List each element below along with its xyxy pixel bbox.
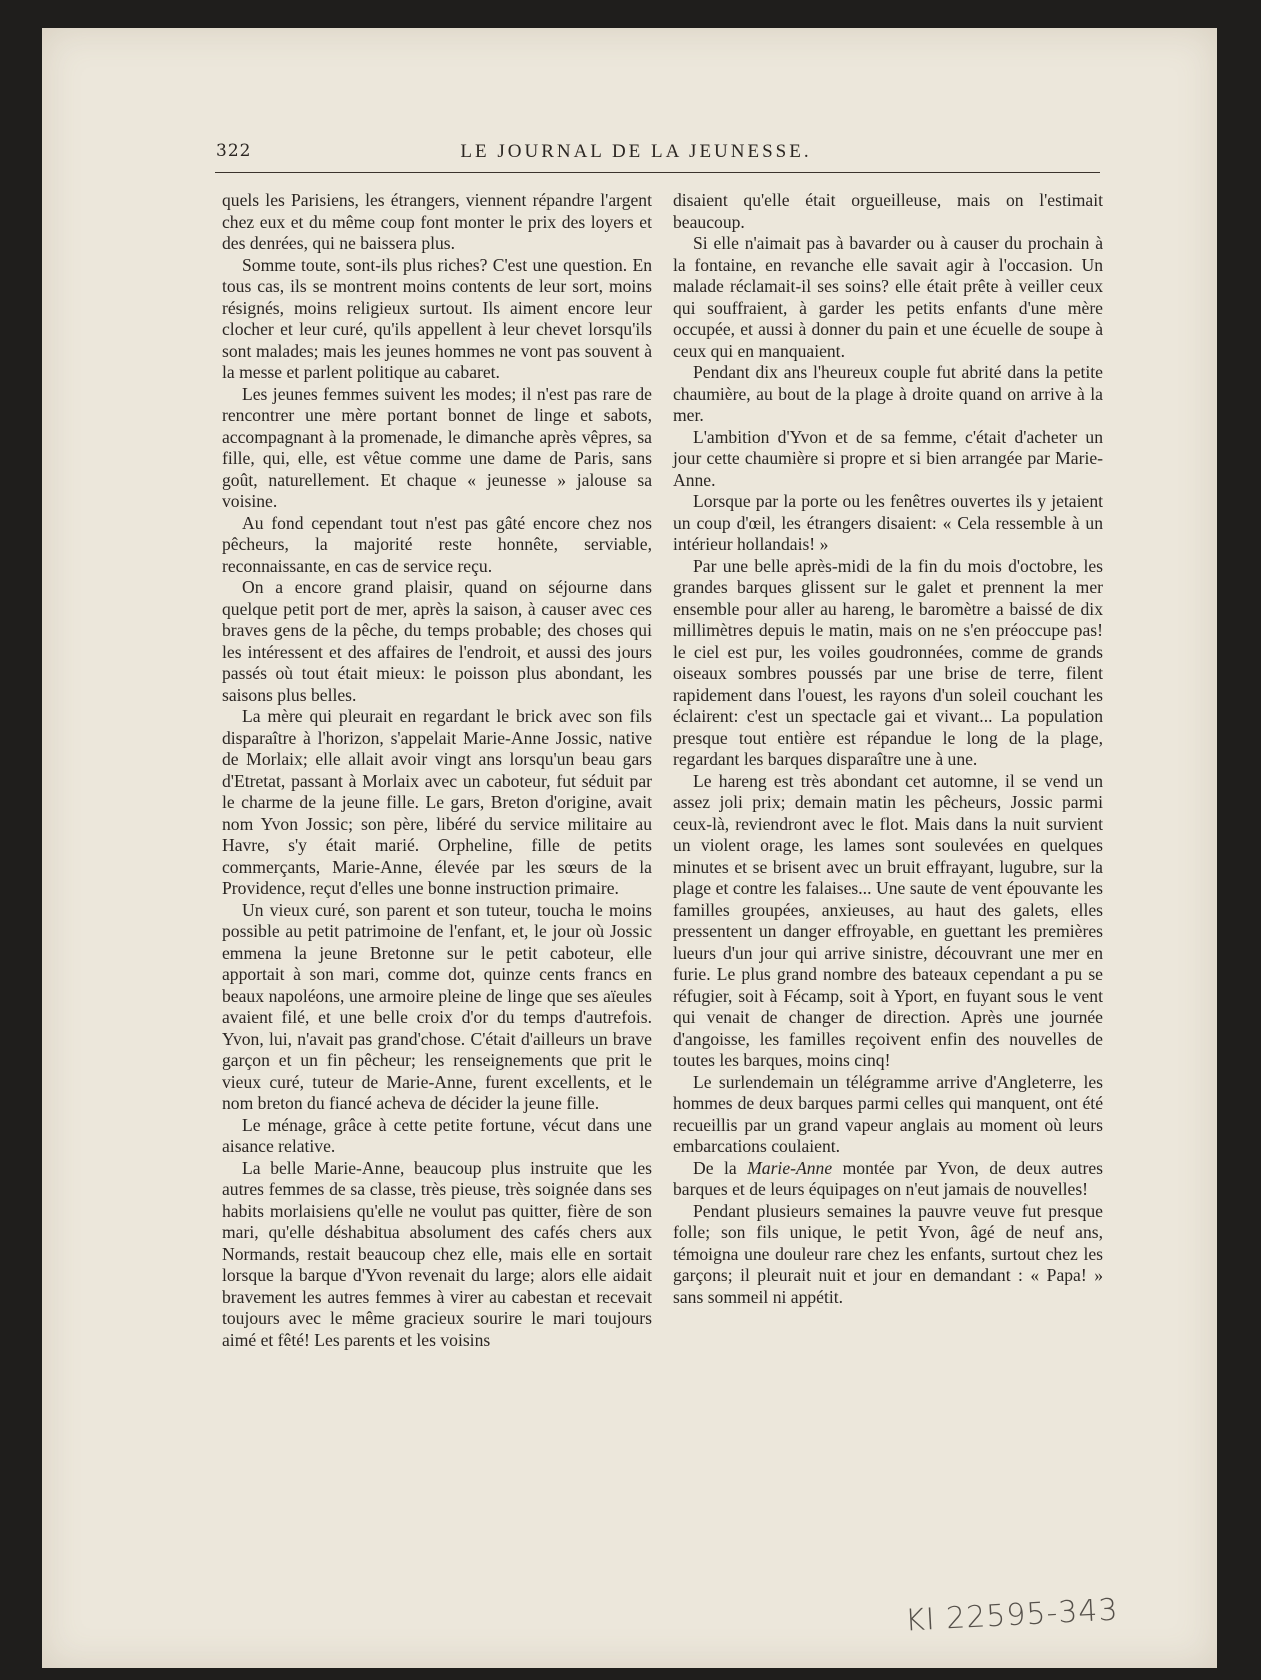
paragraph: Au fond cependant tout n'est pas gâté encore chez nos pêcheurs, la majorité reste honnête, serviable, reconnaissante, en cas de service reçu.	[222, 512, 652, 576]
page-header	[172, 137, 1100, 165]
header-rule	[215, 172, 1100, 173]
paragraph: L'ambition d'Yvon et de sa femme, c'était d'acheter un jour cette chaumière si propre et si bien arrangée par Marie-Anne.	[673, 426, 1103, 490]
paragraph: Lorsque par la porte ou les fenêtres ouvertes ils y jetaient un coup d'œil, les étrangers disaient: « Cela ressemble à un intérieur hollandais! »	[673, 491, 1103, 554]
paragraph: Pendant dix ans l'heureux couple fut abrité dans la petite chaumière, au bout de la plage à droite quand on arrive à la mer.	[673, 362, 1103, 425]
paragraph: La mère qui pleurait en regardant le brick avec son fils disparaître à l'horizon, s'appelait Marie-Anne Jossic, native de Morlaix; elle allait avoir vingt ans lorsqu'un beau gars d'Etretat, passant à Morlaix avec un caboteur, fut séduit par le charme de la jeune fille. Le gars, Breton d'origine, avait nom Yvon Jossic; son père, libéré du service militaire au Havre, s'y était marié. Orpheline, fille de petits commerçants, Marie-Anne, élevée par les sœurs de la Providence, reçut d'elles une bonne instruction primaire.	[222, 706, 652, 898]
paragraph: La belle Marie-Anne, beaucoup plus instruite que les autres femmes de sa classe, très pieuse, très soignée dans ses habits morlaisiens qu'elle ne voulut pas quitter, fière de son mari, qu'elle déshabitua absolument des cafés chers aux Normands, restait beaucoup chez elle, mais elle en sortait lorsque la barque d'Yvon revenait du large; alors elle aidait bravement les autres femmes à virer au cabestan et recevait toujours avec le même gracieux sourire le mari toujours aimé et fêté! Les parents et les voisins	[222, 1157, 652, 1350]
paragraph: Somme toute, sont-ils plus riches? C'est une question. En tous cas, ils se montrent moins contents de leur sort, moins résignés, moins religieux surtout. Ils aiment encore leur clocher et leur curé, qu'ils appellent à leur chevet lorsqu'ils sont malades; mais les jeunes hommes ne vont pas souvent à la messe et parlent politique au cabaret.	[222, 254, 652, 382]
paragraph: Un vieux curé, son parent et son tuteur, toucha le moins possible au petit patrimoine de l'enfant, et, le jour où Jossic emmena la jeune Bretonne sur le petit caboteur, elle apportait à son mari, comme dot, quinze cents francs en beaux napoléons, une armoire pleine de linge que ses aïeules avaient filé, et une belle croix d'or du temps d'autrefois. Yvon, lui, n'avait pas grand'chose. C'était d'ailleurs un brave garçon et un fin pêcheur; les renseignements que prit le vieux curé, tuteur de Marie-Anne, furent excellents, et le nom breton du fiancé acheva de décider la jeune fille.	[222, 899, 652, 1113]
paragraph: Le hareng est très abondant cet automne, il se vend un assez joli prix; demain matin les pêcheurs, Jossic parmi ceux-là, reviendront avec le flot. Mais dans la nuit survient un violent orage, les lames sont soulevées en quelques minutes et se brisent avec un bruit effrayant, lugubre, sur la plage et contre les falaises... Une saute de vent épouvante les familles groupées, anxieuses, au haut des galets, elles pressentent un danger effroyable, en guettant les premières lueurs d'un jour qui arrive sinistre, découvrant une mer en furie. Le plus grand nombre des bateaux cependant a pu se réfugier, soit à Fécamp, soit à Yport, en fuyant sous le vent qui venait de changer de direction. Après une journée d'angoisse, les familles reçoivent enfin des nouvelles de toutes les barques, moins cinq!	[673, 770, 1103, 1070]
journal-title: LE JOURNAL DE LA JEUNESSE.	[460, 141, 812, 162]
paragraph: Le ménage, grâce à cette petite fortune, vécut dans une aisance relative.	[222, 1114, 652, 1156]
paragraph: On a encore grand plaisir, quand on séjourne dans quelque petit port de mer, après la saison, à causer avec ces braves gens de la pêche, du temps probable; des choses qui les intéressent et des affaires de l'endroit, et aussi des jours passés où tout était mieux: le poisson plus abondant, les saisons plus belles.	[222, 577, 652, 705]
text-run: montée par Yvon, de deux autres barques et de leurs équipages on n'eut jamais de nouvelles!	[673, 1157, 1103, 1199]
text-run: De la	[693, 1157, 748, 1178]
paragraph: quels les Parisiens, les étrangers, viennent répandre l'argent chez eux et du même coup font monter le prix des loyers et des denrées, qui ne baissera plus.	[222, 190, 652, 253]
paragraph: Le surlendemain un télégramme arrive d'Angleterre, les hommes de deux barques parmi celles qui manquent, ont été recueillis par un grand vapeur anglais au moment où leurs embarcations coulaient.	[673, 1071, 1103, 1156]
archive-mark: KI 22595-343	[904, 1592, 1120, 1639]
paragraph-marie-anne	[673, 1158, 1103, 1201]
right-column	[673, 190, 1103, 1308]
boat-name: Marie-Anne	[747, 1157, 833, 1178]
paragraph: Par une belle après-midi de la fin du mois d'octobre, les grandes barques glissent sur le galet et prennent la mer ensemble pour aller au hareng, le baromètre a baissé de dix millimètres depuis le matin, mais on ne s'en préoccupe pas! le ciel est pur, les voiles goudronnées, comme de grands oiseaux sombres poussés par une brise de terre, filent rapidement dans l'ouest, les rayons d'un soleil couchant les éclairent: c'est un spectacle gai et vivant... La population presque tout entière est répandue le long de la plage, regardant les barques disparaître une à une.	[673, 555, 1103, 769]
paragraph: Si elle n'aimait pas à bavarder ou à causer du prochain à la fontaine, en revanche elle savait agir à l'occasion. Un malade réclamait-il ses soins? elle était prête à veiller ceux qui souffraient, à garder les petits enfants d'une mère occupée, et aussi à donner du pain et une écuelle de soupe à ceux qui en manquaient.	[673, 233, 1103, 361]
paragraph: Pendant plusieurs semaines la pauvre veuve fut presque folle; son fils unique, le petit Yvon, âgé de neuf ans, témoigna une douleur rare chez les enfants, surtout chez les garçons; il pleurait nuit et jour en demandant : « Papa! » sans sommeil ni appétit.	[673, 1200, 1103, 1307]
page-number: 322	[216, 141, 252, 161]
paragraph: Les jeunes femmes suivent les modes; il n'est pas rare de rencontrer une mère portant bonnet de linge et sabots, accompagnant à la promenade, le dimanche après vêpres, sa fille, qui, elle, est vêtue comme une dame de Paris, sans goût, naturellement. Et chaque « jeunesse » jalouse sa voisine.	[222, 383, 652, 511]
paragraph: disaient qu'elle était orgueilleuse, mais on l'estimait beaucoup.	[673, 190, 1103, 232]
left-column	[222, 190, 652, 1351]
